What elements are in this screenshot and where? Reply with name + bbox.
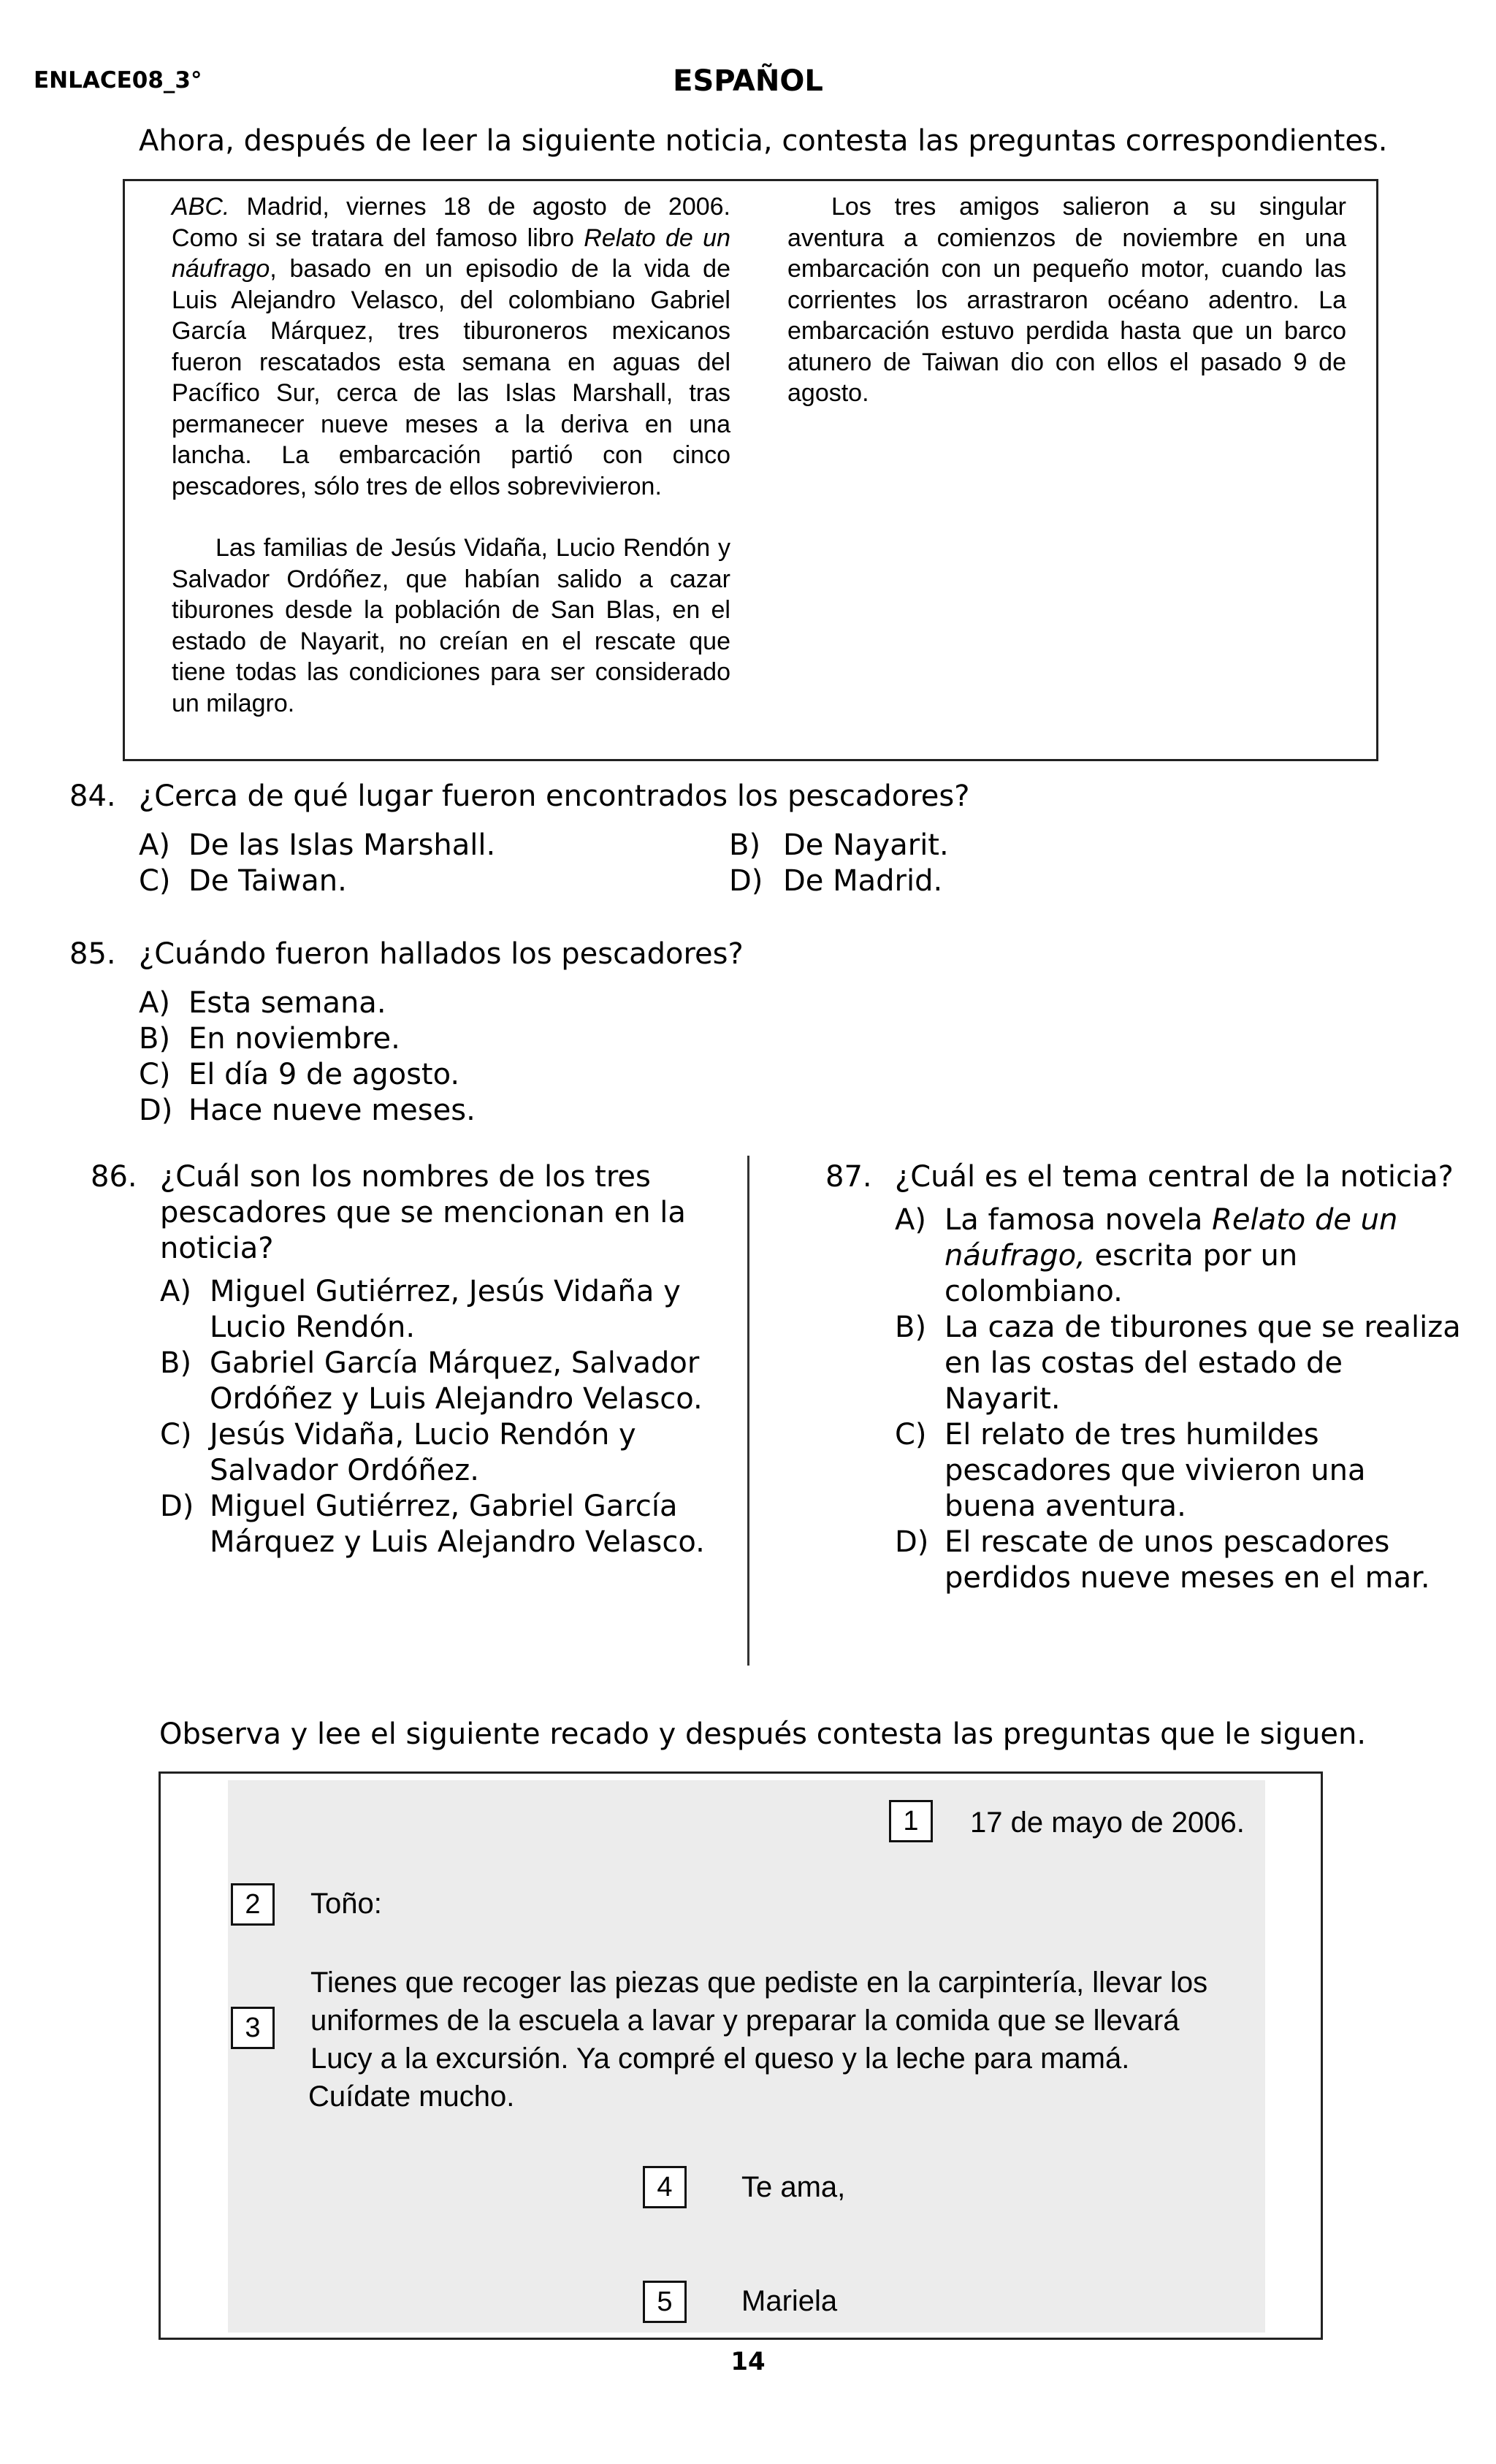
question-85 <box>69 937 1457 972</box>
news-paragraph-3: Los tres amigos salieron a su singular aventura a comienzos de noviembre en una embarcación con un pequeño motor, cuando las corrientes los arrastraron océano adentro. La embarcación estuvo perdida hasta que un barco atunero de Taiwan dio con ellos el pasado 9 de agosto. <box>787 193 1346 407</box>
note-signature: Mariela <box>741 2285 838 2317</box>
q87-option-b[interactable]: B) La caza de tiburones que se realiza en las costas del estado de Nayarit. <box>895 1311 1461 1416</box>
exam-code: ENLACE08_3° <box>34 67 202 94</box>
note-greeting: Toño: <box>310 1888 382 1920</box>
q85-option-d[interactable]: D) Hace nueve meses. <box>139 1094 476 1127</box>
subject-title: ESPAÑOL <box>673 64 823 98</box>
note-body-line: Tienes que recoger las piezas que pediste en la carpintería, llevar los <box>310 1967 1208 1999</box>
question-text: ¿Cuál es el tema central de la noticia? <box>895 1160 1454 1194</box>
question-87 <box>825 1159 1461 1596</box>
q84-option-b[interactable]: B) De Nayarit. <box>729 828 949 862</box>
news-column-left <box>172 191 730 719</box>
q86-option-a[interactable]: A) Miguel Gutiérrez, Jesús Vidaña y Lucio Rendón. <box>160 1275 681 1344</box>
q84-option-d[interactable]: D) De Madrid. <box>729 864 943 898</box>
question-86 <box>91 1159 719 1560</box>
q86-option-c[interactable]: C) Jesús Vidaña, Lucio Rendón y Salvador Ordóñez. <box>160 1418 636 1487</box>
label-box-5: 5 <box>643 2281 687 2323</box>
q85-option-c[interactable]: C) El día 9 de agosto. <box>139 1058 460 1091</box>
label-box-2: 2 <box>231 1883 275 1926</box>
note-date: 17 de mayo de 2006. <box>970 1807 1245 1839</box>
q84-option-a[interactable]: A) De las Islas Marshall. <box>139 828 496 862</box>
q87-option-d[interactable]: D) El rescate de unos pescadores perdidos nueve meses en el mar. <box>895 1525 1430 1595</box>
question-number: 87. <box>825 1160 872 1194</box>
news-paragraph-2: Las familias de Jesús Vidaña, Lucio Rendón y Salvador Ordóñez, que habían salido a cazar tiburones desde la población de San Blas, en el estado de Nayarit, no creían en el rescate que tiene todas las condiciones para ser considerado un milagro. <box>172 534 730 717</box>
news-source: ABC. <box>172 193 230 221</box>
page-number: 14 <box>730 2347 766 2376</box>
note-body-line: Lucy a la excursión. Ya compré el queso y la leche para mamá. <box>310 2042 1130 2075</box>
column-divider <box>747 1156 749 1666</box>
note-body <box>310 1964 1207 2116</box>
note-body-line: uniformes de la escuela a lavar y preparar la comida que se llevará <box>310 2005 1180 2037</box>
question-text: ¿Cuál son los nombres de los tres pescadores que se mencionan en la noticia? <box>160 1160 686 1265</box>
news-instruction: Ahora, después de leer la siguiente noticia, contesta las preguntas correspondientes. <box>139 124 1388 158</box>
question-84 <box>69 779 1457 815</box>
book-title: Relato de un náufrago, <box>944 1203 1398 1273</box>
q85-options <box>139 985 796 1129</box>
q84-option-c[interactable]: C) De Taiwan. <box>139 864 347 898</box>
note-farewell: Te ama, <box>741 2171 846 2203</box>
note-closing-line: Cuídate mucho. <box>308 2080 515 2113</box>
q87-option-c[interactable]: C) El relato de tres humildes pescadores que vivieron una buena aventura. <box>895 1418 1366 1523</box>
label-box-4: 4 <box>643 2166 687 2208</box>
book-title: Relato de un náufrago <box>172 224 730 283</box>
note-instruction: Observa y lee el siguiente recado y después contesta las preguntas que le siguen. <box>159 1717 1367 1751</box>
news-paragraph-1: ABC. Madrid, viernes 18 de agosto de 2006. Como si se tratara del famoso libro Relato de un náufrago, basado en un episodio de la vida de Luis Alejandro Velasco, del colombiano Gabriel García Márquez, tres tiburoneros mexicanos fueron rescatados esta semana en aguas del Pacífico Sur, cerca de las Islas Marshall, tras permanecer nueve meses a la deriva en una lancha. La embarcación partió con cinco pescadores, sólo tres de ellos sobrevivieron. <box>172 193 730 500</box>
q87-option-a[interactable]: A) La famosa novela Relato de un náufrago, escrita por un colombiano. <box>895 1203 1398 1308</box>
question-number: 84. <box>69 779 116 813</box>
label-box-3: 3 <box>231 2007 275 2049</box>
q86-option-b[interactable]: B) Gabriel García Márquez, Salvador Ordóñez y Luis Alejandro Velasco. <box>160 1346 703 1416</box>
question-number: 85. <box>69 937 116 971</box>
q86-option-d[interactable]: D) Miguel Gutiérrez, Gabriel García Márquez y Luis Alejandro Velasco. <box>160 1490 705 1559</box>
question-text: ¿Cerca de qué lugar fueron encontrados los pescadores? <box>139 779 970 813</box>
question-number: 86. <box>91 1160 137 1194</box>
q85-option-a[interactable]: A) Esta semana. <box>139 986 386 1020</box>
q85-option-b[interactable]: B) En noviembre. <box>139 1022 400 1056</box>
question-text: ¿Cuándo fueron hallados los pescadores? <box>139 937 744 971</box>
label-box-1: 1 <box>889 1800 933 1842</box>
